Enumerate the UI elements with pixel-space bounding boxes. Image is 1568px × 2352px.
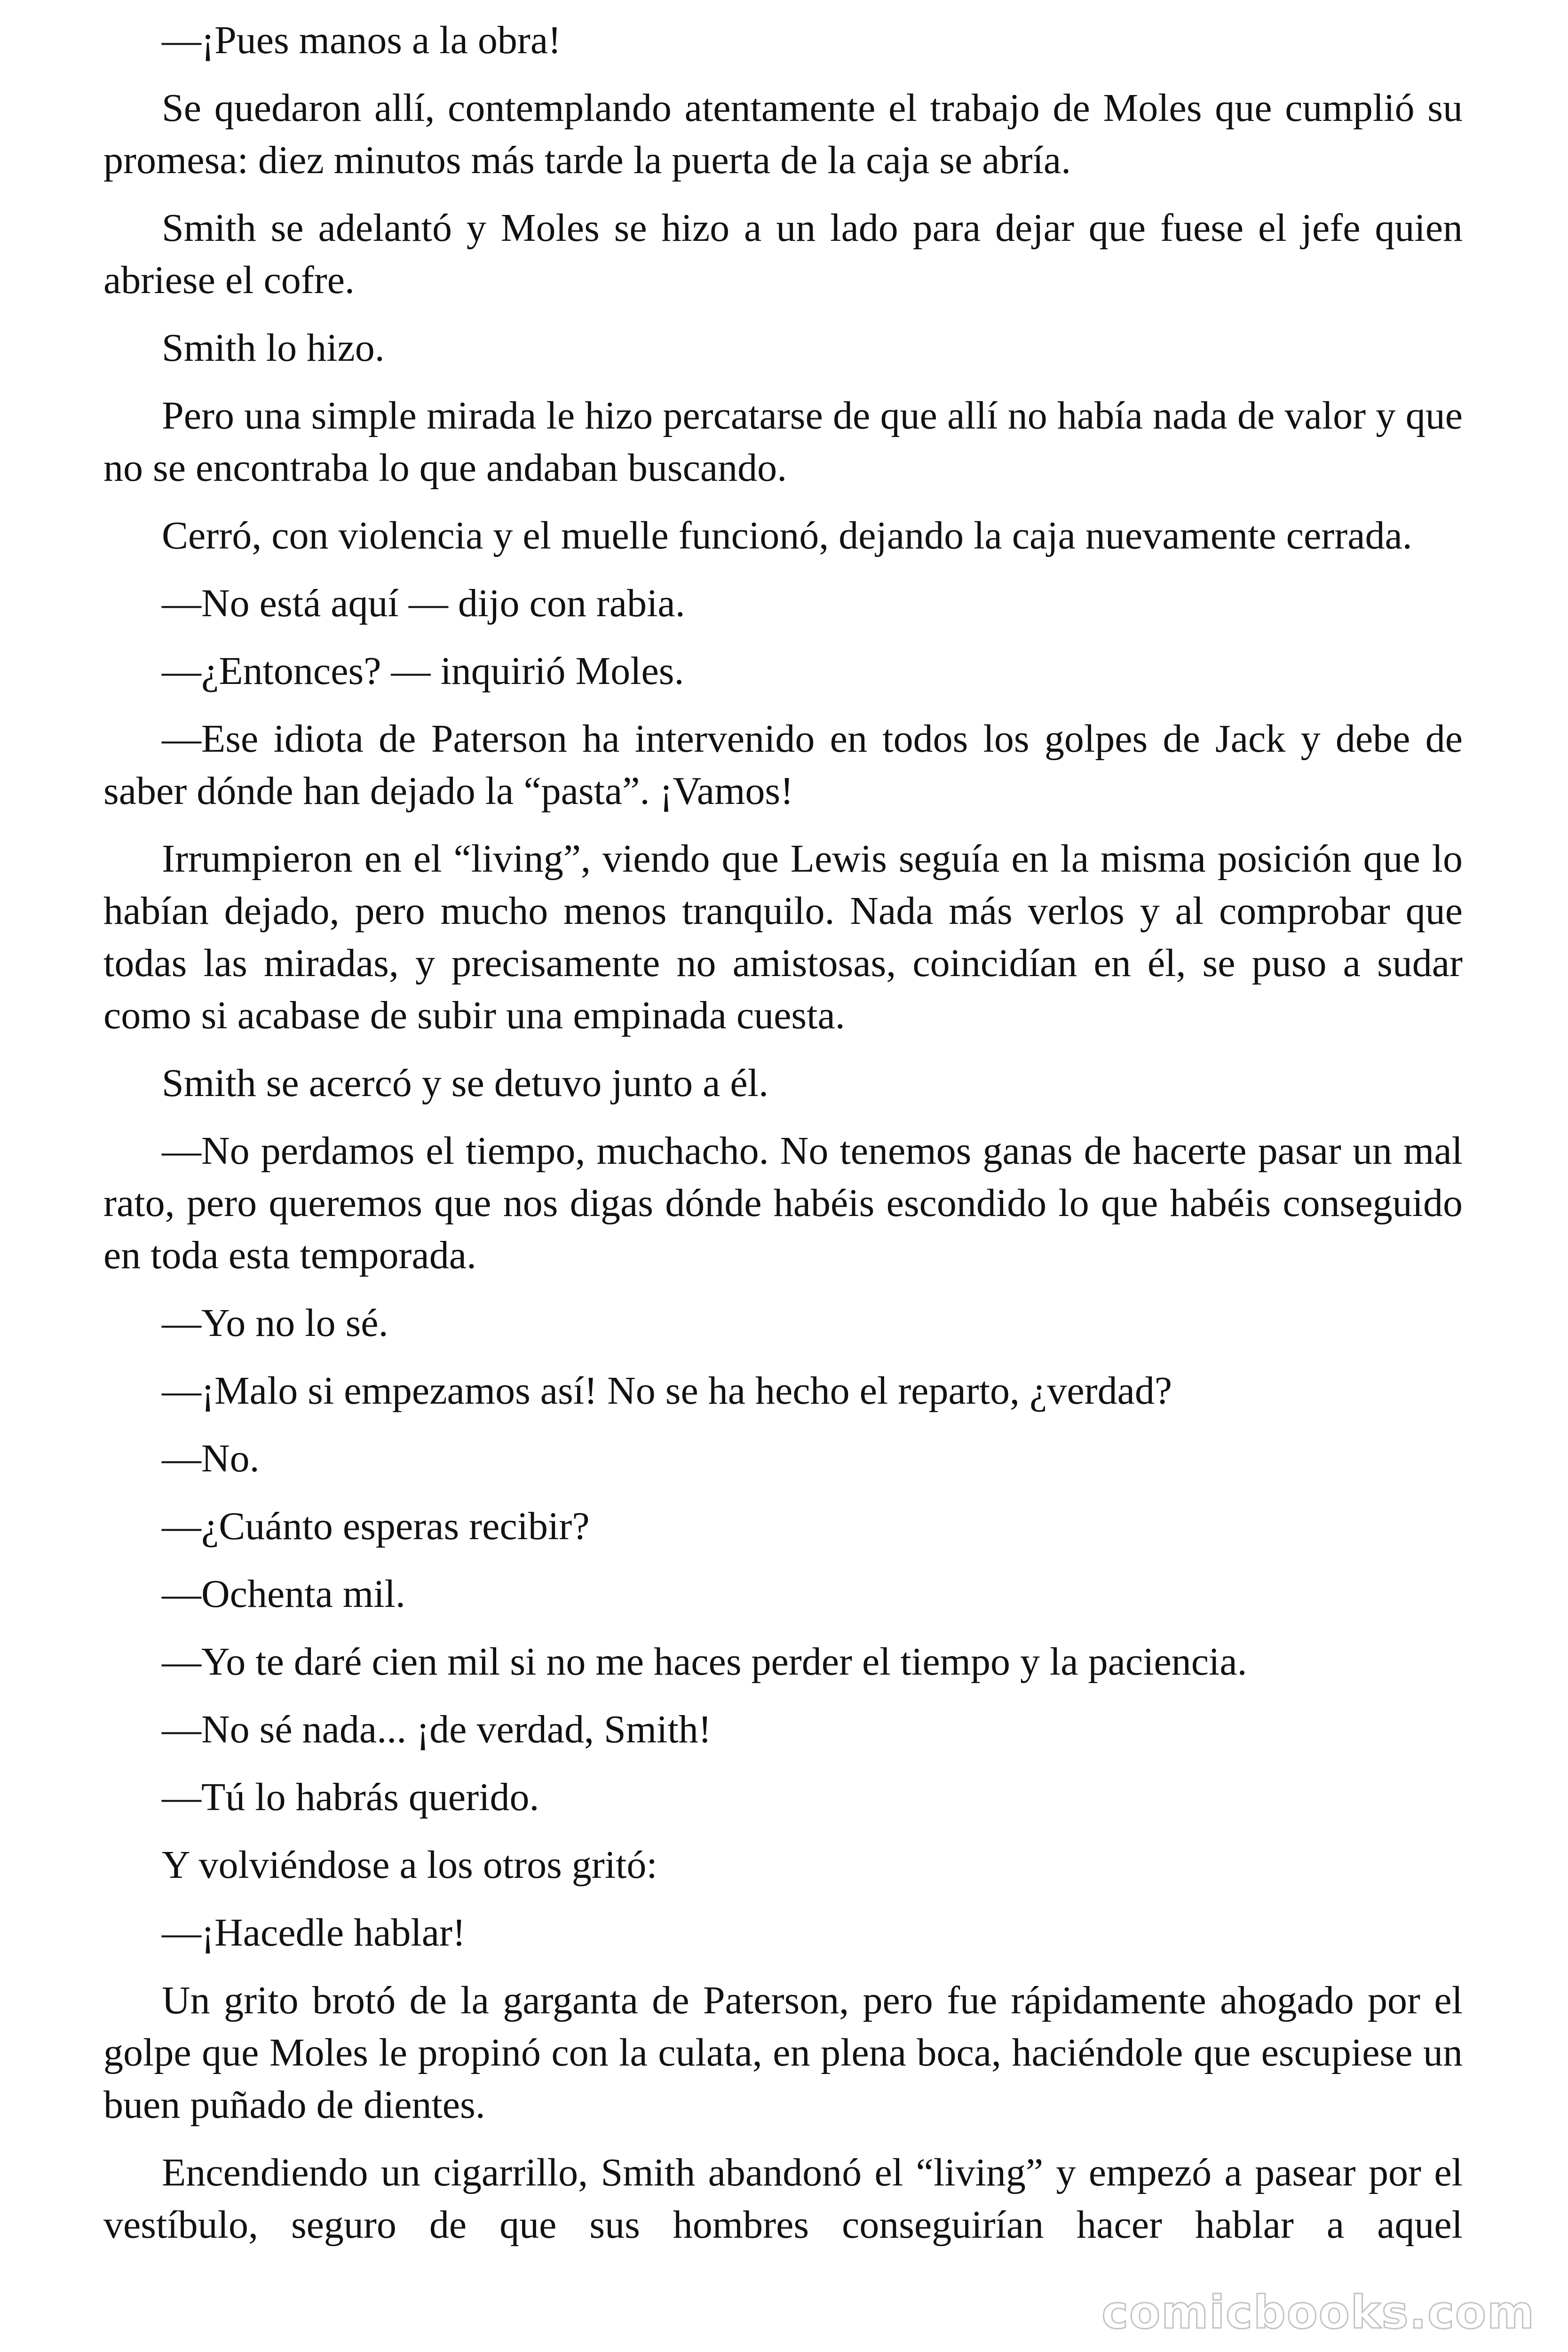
paragraph: —No sé nada... ¡de verdad, Smith!: [162, 1708, 712, 1751]
paragraph: —Ese idiota de Paterson ha intervenido en todos los golpes de Jack y debe de saber dónde han dejado la “pasta”. ¡Vamos!: [103, 717, 1463, 813]
paragraph: —¡Hacedle hablar!: [162, 1911, 466, 1955]
paragraph: —Yo no lo sé.: [162, 1301, 388, 1345]
paragraph: Smith se adelantó y Moles se hizo a un lado para dejar que fuese el jefe quien abriese el cofre.: [103, 206, 1463, 302]
paragraph: —No perdamos el tiempo, muchacho. No tenemos ganas de hacerte pasar un mal rato, pero queremos que nos digas dónde habéis escondido lo que habéis conseguido en toda esta temporada.: [103, 1129, 1463, 1277]
paragraph: Se quedaron allí, contemplando atentamente el trabajo de Moles que cumplió su promesa: diez minutos más tarde la puerta de la caja se abría.: [103, 86, 1463, 182]
paragraph: —Tú lo habrás querido.: [162, 1775, 539, 1819]
paragraph: Y volviéndose a los otros gritó:: [162, 1843, 657, 1887]
paragraph: Cerró, con violencia y el muelle funcionó, dejando la caja nuevamente cerrada.: [162, 514, 1412, 557]
paragraph: —¡Pues manos a la obra!: [162, 18, 562, 62]
paragraph-continued: Encendiendo un cigarrillo, Smith abandonó el “living” y empezó a pasear por el vestíbulo, seguro de que sus hombres conseguirían hacer hablar a aquel: [103, 2151, 1463, 2247]
paragraph: —Ochenta mil.: [162, 1572, 405, 1616]
paragraph: —Yo te daré cien mil si no me haces perder el tiempo y la paciencia.: [162, 1640, 1247, 1684]
paragraph: —¿Entonces? — inquirió Moles.: [162, 649, 684, 693]
paragraph: —¿Cuánto esperas recibir?: [162, 1504, 590, 1548]
paragraph: —No está aquí — dijo con rabia.: [162, 581, 685, 625]
paragraph: Un grito brotó de la garganta de Paterson, pero fue rápidamente ahogado por el golpe que Moles le propinó con la culata, en plena boca, haciéndole que escupiese un buen puñado de dientes.: [103, 1979, 1463, 2127]
paragraph: —No.: [162, 1437, 260, 1480]
paragraph: Irrumpieron en el “living”, viendo que Lewis seguía en la misma posición que lo habían dejado, pero mucho menos tranquilo. Nada más verlos y al comprobar que todas las miradas, y precisamente no amistosas, coincidían en él, se puso a sudar como si acabase de subir una empinada cuesta.: [103, 837, 1463, 1037]
watermark-logo: comicbooks.com: [1101, 2286, 1535, 2339]
paragraph: —¡Malo si empezamos así! No se ha hecho el reparto, ¿verdad?: [162, 1369, 1172, 1413]
paragraph: Smith lo hizo.: [162, 326, 385, 370]
paragraph: Pero una simple mirada le hizo percatarse de que allí no había nada de valor y que no se encontraba lo que andaban buscando.: [103, 394, 1463, 490]
book-page: [103, 14, 1463, 2251]
paragraph: Smith se acercó y se detuvo junto a él.: [162, 1061, 768, 1105]
